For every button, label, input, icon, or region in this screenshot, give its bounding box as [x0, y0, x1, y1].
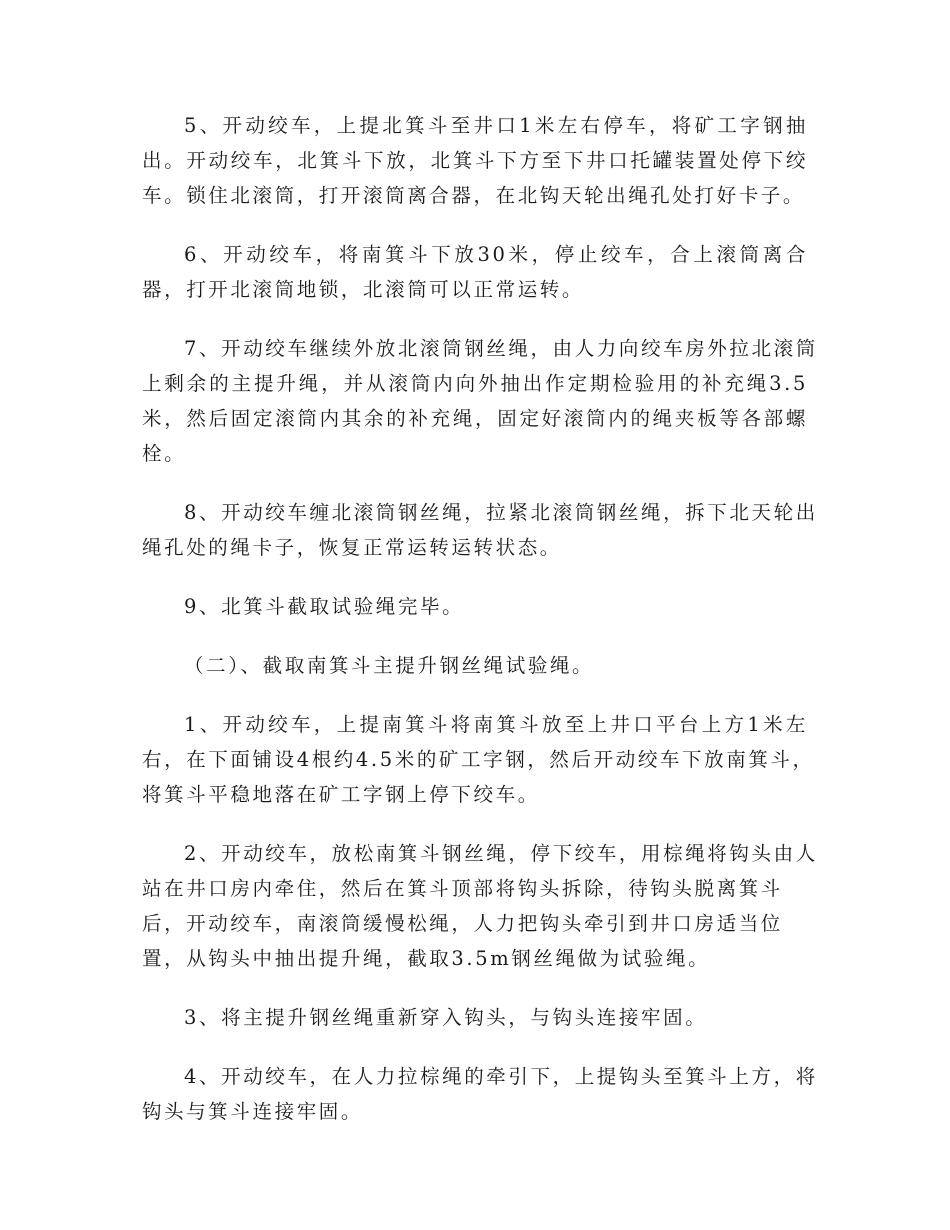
document-body: [142, 108, 818, 1129]
text-line: 2、开动绞车，放松南箕斗钢丝绳，停下绞车，用棕绳将钩头由人: [184, 842, 818, 865]
text-line: 将箕斗平稳地落在矿工字钢上停下绞车。: [142, 783, 540, 806]
text-line: 钩头与箕斗连接牢固。: [142, 1100, 364, 1123]
text-line: 6、开动绞车，将南箕斗下放30米，停止绞车，合上滚筒离合: [184, 243, 808, 266]
text-line: 8、开动绞车缠北滚筒钢丝绳，拉紧北滚筒钢丝绳，拆下北天轮出: [184, 501, 818, 524]
text-line: 1、开动绞车，上提南箕斗将南箕斗放至上井口平台上方1米左: [184, 713, 808, 736]
paragraph-south-step-4: [142, 1059, 818, 1129]
text-line: 右，在下面铺设4根约4.5米的矿工字钢，然后开动绞车下放南箕斗，: [142, 748, 815, 771]
text-line: 栓。: [142, 442, 187, 465]
paragraph-step-7: [142, 331, 818, 471]
text-line: 置，从钩头中抽出提升绳，截取3.5m钢丝绳做为试验绳。: [142, 947, 711, 970]
text-line: 米，然后固定滚筒内其余的补充绳，固定好滚筒内的绳夹板等各部螺: [142, 407, 808, 430]
text-line: 5、开动绞车，上提北箕斗至井口1米左右停车，将矿工字钢抽: [184, 114, 808, 137]
paragraph-south-step-2: [142, 836, 818, 976]
text-line: 上剩余的主提升绳，并从滚筒内向外抽出作定期检验用的补充绳3.5: [142, 372, 808, 395]
text-line: 出。开动绞车，北箕斗下放，北箕斗下方至下井口托罐装置处停下绞: [142, 149, 808, 172]
paragraph-south-step-3: [142, 1000, 808, 1035]
text-line: 车。锁住北滚筒，打开滚筒离合器，在北钩天轮出绳孔处打好卡子。: [142, 184, 806, 207]
text-line: 4、开动绞车，在人力拉棕绳的牵引下，上提钩头至箕斗上方，将: [184, 1065, 818, 1088]
paragraph-step-6: [142, 237, 808, 307]
text-line: 7、开动绞车继续外放北滚筒钢丝绳，由人力向绞车房外拉北滚筒: [184, 337, 818, 360]
section-heading-text: （二）、截取南箕斗主提升钢丝绳试验绳。: [184, 654, 595, 677]
text-line: 绳孔处的绳卡子，恢复正常运转运转状态。: [142, 536, 562, 559]
section-heading-2: [142, 648, 808, 683]
text-line: 后，开动绞车，南滚筒缓慢松绳，人力把钩头牵引到井口房适当位: [142, 912, 783, 935]
text-line: 站在井口房内牵住，然后在箕斗顶部将钩头拆除，待钩头脱离箕斗: [142, 877, 783, 900]
paragraph-step-5: [142, 108, 808, 213]
text-line: 器，打开北滚筒地锁，北滚筒可以正常运转。: [142, 278, 585, 301]
paragraph-step-9: [142, 589, 808, 624]
text-line: 3、将主提升钢丝绳重新穿入钩头，与钩头连接牢固。: [184, 1006, 708, 1029]
paragraph-south-step-1: [142, 707, 815, 812]
text-line: 9、北箕斗截取试验绳完毕。: [184, 595, 465, 618]
paragraph-step-8: [142, 495, 818, 565]
